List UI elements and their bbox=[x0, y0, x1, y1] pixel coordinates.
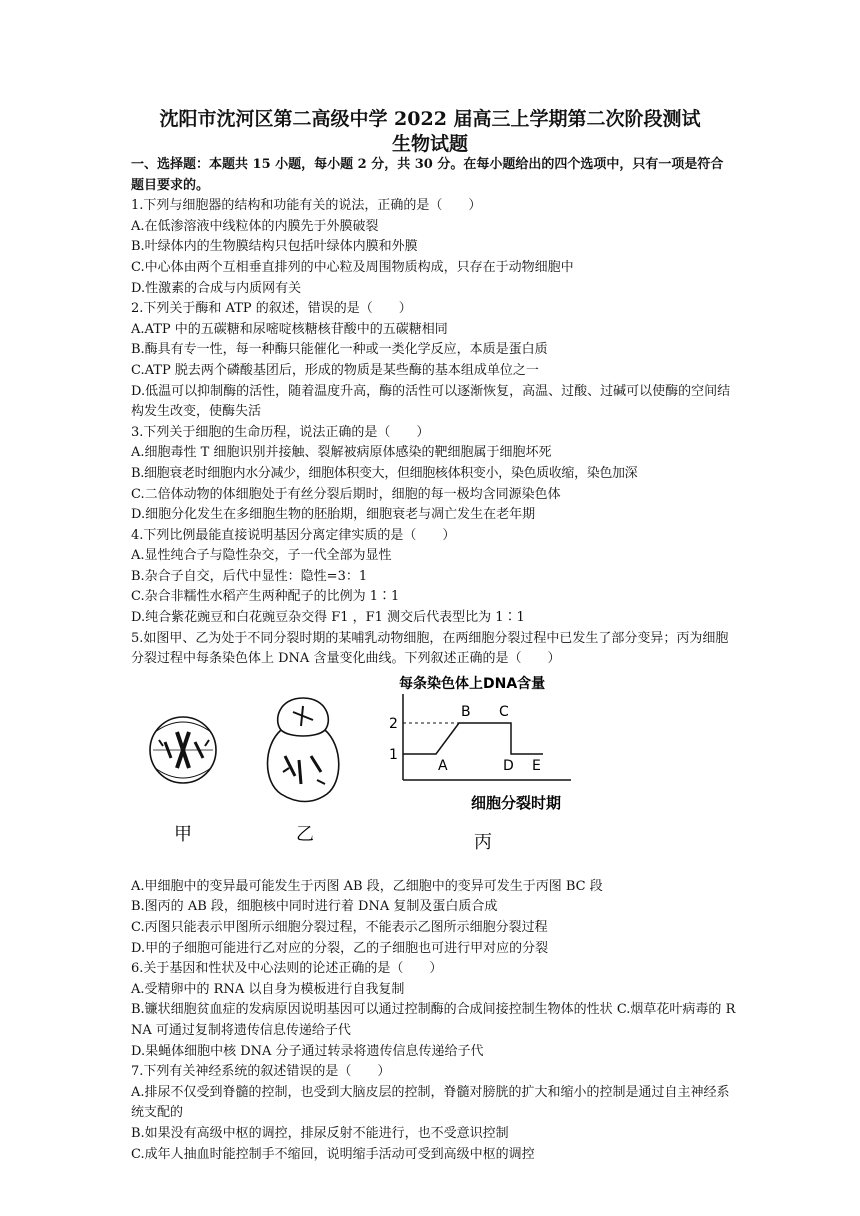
question-6-stem: 6.关于基因和性状及中心法则的论述正确的是（ ） bbox=[131, 961, 443, 977]
question-5-figure bbox=[131, 672, 736, 874]
question-2-option-d: D.低温可以抑制酶的活性，随着温度升高，酶的活性可以逐渐恢复，高温、过酸、过碱可以使酶的空间结构发生改变，使酶失活 bbox=[131, 383, 731, 420]
question-3-option-c: C.二倍体动物的体细胞处于有丝分裂后期时，细胞的每一极均含同源染色体 bbox=[131, 486, 561, 502]
graph-x-axis-label: 细胞分裂时期 bbox=[471, 793, 562, 812]
figure-svg bbox=[131, 672, 736, 874]
cell-jia-drawing bbox=[150, 717, 216, 783]
question-4-option-d: D.纯合紫花豌豆和白花豌豆杂交得 F1 ，F1 测交后代表型比为 1∶1 bbox=[131, 610, 525, 626]
question-4-option-c: C.杂合非糯性水稻产生两种配子的比例为 1∶1 bbox=[131, 589, 400, 605]
graph-bing-label: 丙 bbox=[474, 831, 492, 853]
question-2-option-a: A.ATP 中的五碳糖和尿嘧啶核糖核苷酸中的五碳糖相同 bbox=[131, 321, 448, 337]
question-5-option-b: B.图丙的 AB 段，细胞核中同时进行着 DNA 复制及蛋白质合成 bbox=[131, 899, 498, 915]
question-7-option-b: B.如果没有高级中枢的调控，排尿反射不能进行，也不受意识控制 bbox=[131, 1125, 509, 1141]
exam-content bbox=[131, 155, 736, 1165]
point-a-label: A bbox=[438, 757, 448, 774]
question-3-stem: 3.下列关于细胞的生命历程，说法正确的是（ ） bbox=[131, 424, 430, 440]
question-6-option-b-c: B.镰状细胞贫血症的发病原因说明基因可以通过控制酶的合成间接控制生物体的性状 C.烟草花叶病毒的 RNA 可通过复制将遗传信息传递给子代 bbox=[131, 1002, 736, 1038]
question-4-option-a: A.显性纯合子与隐性杂交，子一代全部为显性 bbox=[131, 548, 392, 564]
question-5-stem: 5.如图甲、乙为处于不同分裂时期的某哺乳动物细胞，在两细胞分裂过程中已发生了部分变异；丙为细胞分裂过程中每条染色体上 DNA 含量变化曲线。下列叙述正确的是（ ） bbox=[131, 630, 729, 667]
question-7-option-a: A.排尿不仅受到脊髓的控制，也受到大脑皮层的控制，脊髓对膀胱的扩大和缩小的控制是通过自主神经系统支配的 bbox=[131, 1084, 730, 1121]
question-4-option-b: B.杂合子自交，后代中显性：隐性=3：1 bbox=[131, 568, 368, 584]
question-5-option-a: A.甲细胞中的变异最可能发生于丙图 AB 段，乙细胞中的变异可发生于丙图 BC 段 bbox=[131, 878, 603, 894]
question-6-option-d: D.果蝇体细胞中核 DNA 分子通过转录将遗传信息传递给子代 bbox=[131, 1043, 484, 1059]
tick-label-2: 2 bbox=[389, 715, 398, 732]
graph-y-axis-label: 每条染色体上DNA含量 bbox=[399, 675, 546, 692]
point-e-label: E bbox=[532, 757, 541, 774]
question-5-option-c: C.丙图只能表示甲图所示细胞分裂过程，不能表示乙图所示细胞分裂过程 bbox=[131, 920, 548, 936]
question-3-option-a: A.细胞毒性 T 细胞识别并接触、裂解被病原体感染的靶细胞属于细胞坏死 bbox=[131, 445, 552, 461]
question-6-option-a: A.受精卵中的 RNA 以自身为模板进行自我复制 bbox=[131, 981, 405, 997]
question-2-stem: 2.下列关于酶和 ATP 的叙述，错误的是（ ） bbox=[131, 301, 412, 317]
question-2-option-b: B.酶具有专一性，每一种酶只能催化一种或一类化学反应，本质是蛋白质 bbox=[131, 342, 548, 358]
point-b-label: B bbox=[461, 703, 471, 720]
point-d-label: D bbox=[503, 757, 514, 774]
question-1-option-b: B.叶绿体内的生物膜结构只包括叶绿体内膜和外膜 bbox=[131, 239, 418, 255]
question-3-option-b: B.细胞衰老时细胞内水分减少，细胞体积变大，但细胞核体积变小，染色质收缩，染色加深 bbox=[131, 465, 638, 481]
section-header: 一、选择题：本题共 15 小题，每小题 2 分，共 30 分。在每小题给出的四个选项中，只有一项是符合题目要求的。 bbox=[131, 157, 724, 193]
cell-jia-label: 甲 bbox=[174, 823, 192, 845]
exam-subtitle: 生物试题 bbox=[391, 133, 468, 155]
graph-dna-curve bbox=[403, 723, 543, 754]
graph-bing bbox=[389, 675, 571, 812]
point-c-label: C bbox=[499, 703, 509, 720]
question-1-option-c: C.中心体由两个互相垂直排列的中心粒及周围物质构成，只存在于动物细胞中 bbox=[131, 259, 574, 275]
cell-yi-label: 乙 bbox=[296, 823, 314, 845]
cell-yi-drawing bbox=[268, 698, 339, 802]
question-7-stem: 7.下列有关神经系统的叙述错误的是（ ） bbox=[131, 1064, 391, 1080]
question-1-stem: 1.下列与细胞器的结构和功能有关的说法，正确的是（ ） bbox=[131, 198, 482, 214]
tick-label-1: 1 bbox=[389, 746, 398, 763]
question-2-option-c: C.ATP 脱去两个磷酸基团后，形成的物质是某些酶的基本组成单位之一 bbox=[131, 362, 539, 378]
question-1-option-d: D.性激素的合成与内质网有关 bbox=[131, 280, 302, 296]
question-1-option-a: A.在低渗溶液中线粒体的内膜先于外膜破裂 bbox=[131, 218, 379, 234]
question-7-option-c: C.成年人抽血时能控制手不缩回，说明缩手活动可受到高级中枢的调控 bbox=[131, 1146, 535, 1162]
question-4-stem: 4.下列比例最能直接说明基因分离定律实质的是（ ） bbox=[131, 527, 456, 543]
question-3-option-d: D.细胞分化发生在多细胞生物的胚胎期，细胞衰老与凋亡发生在老年期 bbox=[131, 507, 536, 523]
exam-title: 沈阳市沈河区第二高级中学 2022 届高三上学期第二次阶段测试 bbox=[159, 108, 701, 130]
question-5-option-d: D.甲的子细胞可能进行乙对应的分裂，乙的子细胞也可进行甲对应的分裂 bbox=[131, 940, 549, 956]
